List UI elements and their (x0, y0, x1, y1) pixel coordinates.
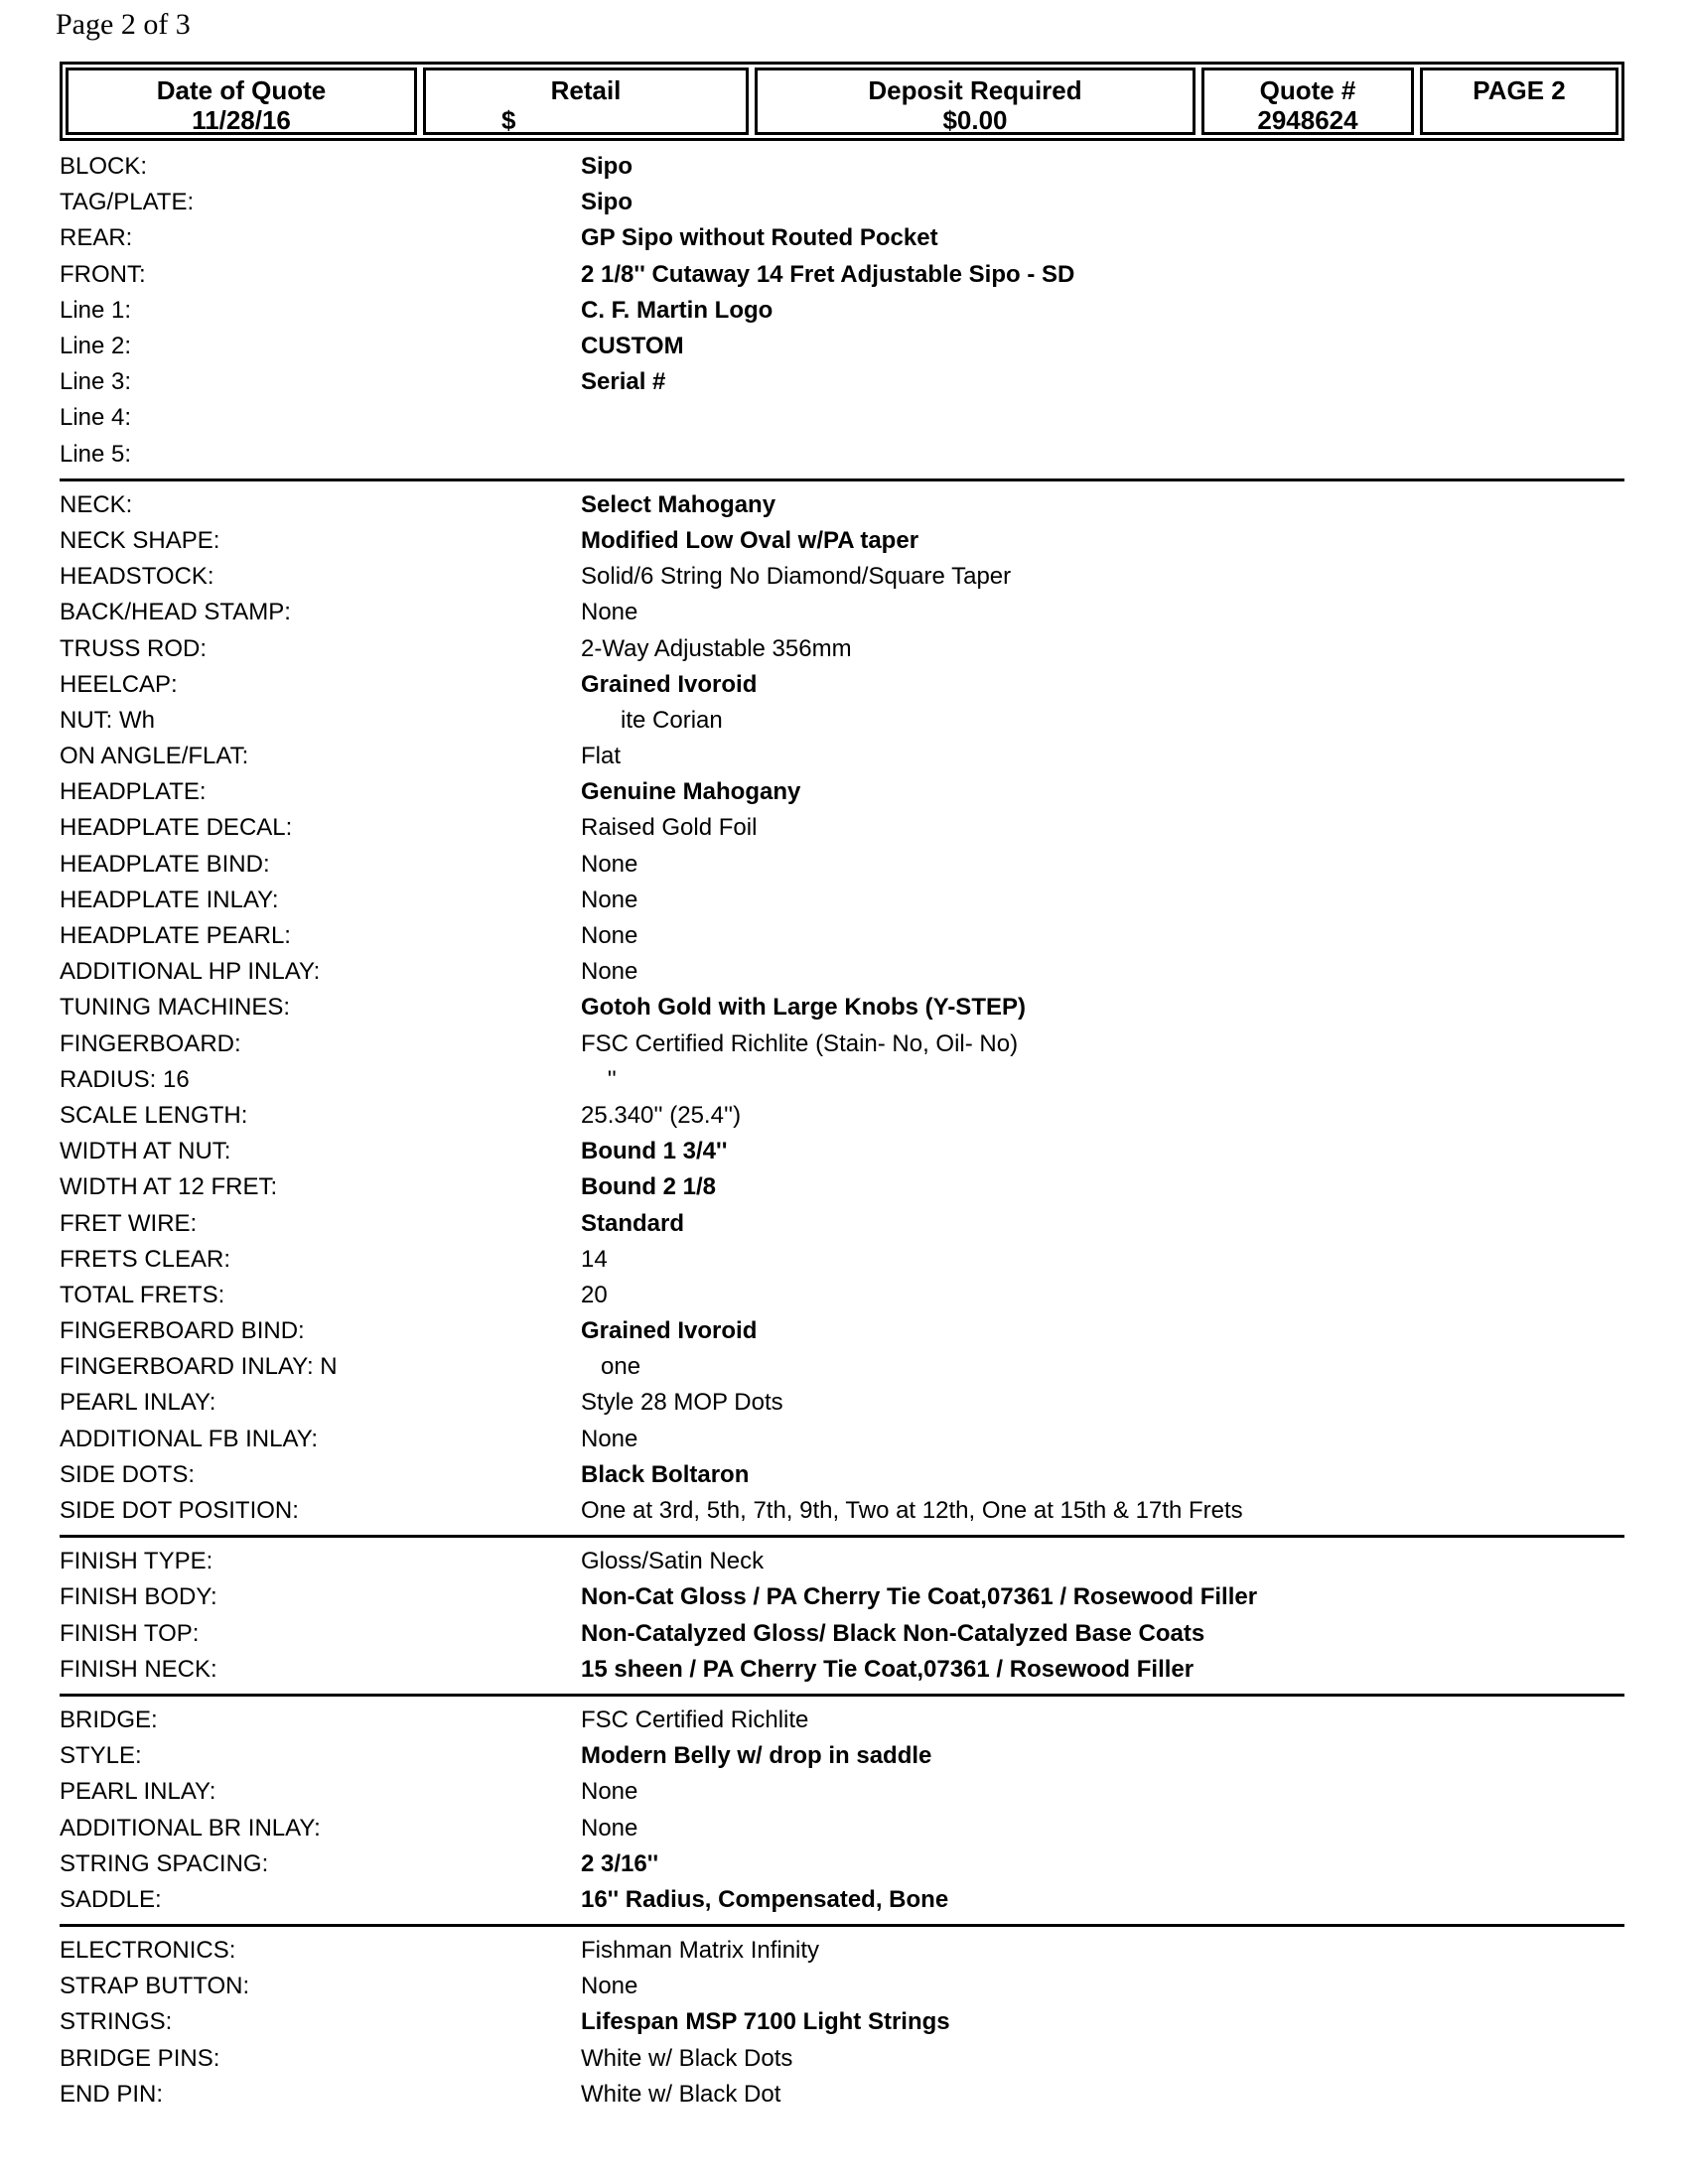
spec-label: ADDITIONAL HP INLAY: (60, 958, 321, 986)
header-page-cell (1420, 68, 1618, 135)
spec-value: Flat (581, 743, 622, 770)
spec-row (60, 739, 1624, 774)
spec-label: NECK SHAPE: (60, 526, 220, 554)
spec-row (60, 559, 1624, 595)
spec-row (60, 523, 1624, 559)
spec-label: RADIUS: 16 (60, 1065, 190, 1093)
spec-label: FINISH BODY: (60, 1583, 217, 1611)
spec-row (60, 847, 1624, 883)
spec-row (60, 667, 1624, 703)
spec-row (60, 400, 1624, 436)
spec-row (60, 1738, 1624, 1774)
spec-row (60, 364, 1624, 400)
spec-row (60, 1098, 1624, 1134)
spec-label: HEADPLATE PEARL: (60, 922, 291, 950)
date-of-quote-value: 11/28/16 (192, 105, 291, 135)
spec-value: ite Corian (581, 706, 723, 734)
spec-row (60, 918, 1624, 954)
spec-value: 20 (581, 1281, 608, 1308)
spec-value: Gotoh Gold with Large Knobs (Y-STEP) (581, 994, 1026, 1022)
spec-row (60, 1278, 1624, 1313)
spec-label: NECK: (60, 490, 133, 518)
spec-label: FINISH TOP: (60, 1619, 200, 1647)
spec-row (60, 1026, 1624, 1062)
spec-value: Gloss/Satin Neck (581, 1548, 765, 1575)
spec-label: ON ANGLE/FLAT: (60, 743, 249, 770)
spec-label: FRET WIRE: (60, 1209, 198, 1237)
spec-row (60, 1169, 1624, 1205)
spec-value: None (581, 1973, 638, 2000)
spec-label: WIDTH AT NUT: (60, 1138, 231, 1165)
spec-value: 25.340'' (25.4'') (581, 1101, 742, 1129)
spec-row (60, 990, 1624, 1025)
date-of-quote-cell (66, 68, 417, 135)
spec-label: SIDE DOTS: (60, 1460, 196, 1488)
spec-value: 2 3/16'' (581, 1849, 659, 1877)
spec-label: Line 3: (60, 368, 132, 396)
spec-label: TUNING MACHINES: (60, 994, 291, 1022)
spec-row (60, 2004, 1624, 2040)
spec-value: Bound 2 1/8 (581, 1173, 717, 1201)
spec-row (60, 1349, 1624, 1385)
page-number-label: Page 2 of 3 (56, 8, 191, 41)
spec-value: Raised Gold Foil (581, 814, 758, 842)
spec-label: FINGERBOARD BIND: (60, 1317, 305, 1345)
spec-value: FSC Certified Richlite (581, 1706, 809, 1733)
spec-row (60, 1652, 1624, 1688)
spec-value: 15 sheen / PA Cherry Tie Coat,07361 / Rosewood Filler (581, 1655, 1195, 1683)
spec-value: None (581, 1778, 638, 1806)
spec-section (60, 1703, 1624, 1927)
spec-row (60, 1242, 1624, 1278)
spec-value: one (581, 1353, 641, 1381)
spec-label: BRIDGE PINS: (60, 2044, 220, 2072)
spec-section (60, 1544, 1624, 1697)
spec-label: PEARL INLAY: (60, 1389, 216, 1417)
spec-row (60, 595, 1624, 630)
spec-row (60, 437, 1624, 473)
deposit-label: Deposit Required (868, 75, 1082, 105)
spec-row (60, 954, 1624, 990)
spec-value: White w/ Black Dot (581, 2080, 781, 2108)
spec-row (60, 329, 1624, 364)
spec-value: 14 (581, 1245, 608, 1273)
spec-label: STRINGS: (60, 2008, 173, 2036)
spec-row (60, 1544, 1624, 1579)
spec-label: ADDITIONAL FB INLAY: (60, 1425, 319, 1452)
spec-label: HEADPLATE BIND: (60, 850, 270, 878)
spec-value: None (581, 850, 638, 878)
spec-value: CUSTOM (581, 333, 684, 360)
spec-row (60, 703, 1624, 739)
spec-value: Grained Ivoroid (581, 670, 758, 698)
spec-value: Modified Low Oval w/PA taper (581, 526, 919, 554)
spec-value: 2-Way Adjustable 356mm (581, 634, 852, 662)
spec-value: Bound 1 3/4'' (581, 1138, 728, 1165)
spec-label: HEADPLATE INLAY: (60, 886, 279, 913)
spec-value: None (581, 599, 638, 626)
spec-row (60, 293, 1624, 329)
spec-row (60, 1313, 1624, 1349)
spec-row (60, 1933, 1624, 1969)
spec-label: TOTAL FRETS: (60, 1281, 225, 1308)
spec-label: ELECTRONICS: (60, 1937, 236, 1965)
spec-value: Genuine Mahogany (581, 778, 801, 806)
quote-number-label: Quote # (1259, 75, 1356, 105)
spec-row (60, 1774, 1624, 1810)
spec-row (60, 1422, 1624, 1457)
spec-label: FRETS CLEAR: (60, 1245, 231, 1273)
spec-row (60, 1810, 1624, 1845)
spec-row (60, 1385, 1624, 1421)
spec-label: BLOCK: (60, 153, 148, 181)
spec-label: Line 1: (60, 296, 132, 324)
spec-row (60, 1846, 1624, 1882)
spec-label: STRAP BUTTON: (60, 1973, 250, 2000)
spec-value: White w/ Black Dots (581, 2044, 793, 2072)
spec-value: FSC Certified Richlite (Stain- No, Oil- No) (581, 1029, 1019, 1057)
spec-label: STRING SPACING: (60, 1849, 269, 1877)
spec-row (60, 1493, 1624, 1529)
spec-row (60, 1616, 1624, 1652)
spec-row (60, 1703, 1624, 1738)
spec-value: Non-Cat Gloss / PA Cherry Tie Coat,07361 / Rosewood Filler (581, 1583, 1258, 1611)
spec-label: TRUSS ROD: (60, 634, 208, 662)
spec-row (60, 810, 1624, 846)
spec-value: None (581, 1814, 638, 1842)
retail-value: $ (501, 105, 516, 135)
spec-label: HEADPLATE: (60, 778, 207, 806)
spec-label: BRIDGE: (60, 1706, 158, 1733)
spec-label: HEADPLATE DECAL: (60, 814, 293, 842)
spec-value: Style 28 MOP Dots (581, 1389, 783, 1417)
spec-label: TAG/PLATE: (60, 189, 195, 216)
spec-value: Lifespan MSP 7100 Light Strings (581, 2008, 950, 2036)
spec-label: SIDE DOT POSITION: (60, 1497, 299, 1525)
spec-label: SADDLE: (60, 1885, 162, 1913)
spec-value: Sipo (581, 189, 633, 216)
spec-row (60, 149, 1624, 185)
retail-label: Retail (550, 75, 622, 105)
deposit-cell (755, 68, 1196, 135)
spec-label: Line 4: (60, 404, 132, 432)
spec-label: HEADSTOCK: (60, 563, 214, 591)
spec-label: HEELCAP: (60, 670, 178, 698)
spec-value: GP Sipo without Routed Pocket (581, 224, 938, 252)
spec-value: Grained Ivoroid (581, 1317, 758, 1345)
spec-label: FINISH TYPE: (60, 1548, 213, 1575)
spec-value: None (581, 886, 638, 913)
spec-value: Solid/6 String No Diamond/Square Taper (581, 563, 1012, 591)
spec-sections (60, 149, 1624, 2124)
spec-value: None (581, 958, 638, 986)
spec-value: None (581, 922, 638, 950)
spec-label: Line 5: (60, 440, 132, 468)
spec-row (60, 1062, 1624, 1098)
header-page-label: PAGE 2 (1473, 75, 1566, 105)
spec-section (60, 149, 1624, 481)
spec-label: FRONT: (60, 260, 146, 288)
spec-row (60, 883, 1624, 918)
spec-label: PEARL INLAY: (60, 1778, 216, 1806)
spec-row (60, 220, 1624, 256)
spec-value: Non-Catalyzed Gloss/ Black Non-Catalyzed Base Coats (581, 1619, 1205, 1647)
spec-value: C. F. Martin Logo (581, 296, 774, 324)
spec-label: REAR: (60, 224, 133, 252)
spec-value: None (581, 1425, 638, 1452)
spec-value: Select Mahogany (581, 490, 776, 518)
spec-section (60, 487, 1624, 1538)
spec-value: Modern Belly w/ drop in saddle (581, 1742, 932, 1770)
spec-label: NUT: Wh (60, 706, 155, 734)
spec-label: STYLE: (60, 1742, 142, 1770)
spec-row (60, 1457, 1624, 1493)
date-of-quote-label: Date of Quote (156, 75, 327, 105)
spec-row (60, 1205, 1624, 1241)
spec-section (60, 1933, 1624, 2118)
spec-label: BACK/HEAD STAMP: (60, 599, 291, 626)
spec-row (60, 2077, 1624, 2113)
quote-number-value: 2948624 (1257, 105, 1358, 135)
deposit-value: $0.00 (942, 105, 1008, 135)
spec-value: Fishman Matrix Infinity (581, 1937, 820, 1965)
spec-value: 2 1/8'' Cutaway 14 Fret Adjustable Sipo - SD (581, 260, 1075, 288)
spec-label: FINGERBOARD: (60, 1029, 241, 1057)
spec-row (60, 1134, 1624, 1169)
spec-value: 16'' Radius, Compensated, Bone (581, 1885, 949, 1913)
spec-label: END PIN: (60, 2080, 164, 2108)
spec-row (60, 774, 1624, 810)
spec-row (60, 257, 1624, 293)
spec-value: Standard (581, 1209, 685, 1237)
spec-row (60, 185, 1624, 220)
quote-header-table (60, 62, 1624, 141)
spec-value: Sipo (581, 153, 633, 181)
spec-row (60, 2041, 1624, 2077)
spec-value: Black Boltaron (581, 1460, 750, 1488)
retail-cell (423, 68, 749, 135)
spec-row (60, 1579, 1624, 1615)
spec-label: WIDTH AT 12 FRET: (60, 1173, 278, 1201)
quote-number-cell (1201, 68, 1414, 135)
spec-value: One at 3rd, 5th, 7th, 9th, Two at 12th, One at 15th & 17th Frets (581, 1497, 1243, 1525)
spec-label: FINGERBOARD INLAY: N (60, 1353, 338, 1381)
spec-label: ADDITIONAL BR INLAY: (60, 1814, 321, 1842)
spec-row (60, 487, 1624, 523)
spec-row (60, 1969, 1624, 2004)
spec-label: Line 2: (60, 333, 132, 360)
spec-row (60, 630, 1624, 666)
spec-value: '' (581, 1065, 617, 1093)
spec-label: SCALE LENGTH: (60, 1101, 248, 1129)
spec-label: FINISH NECK: (60, 1655, 217, 1683)
spec-value: Serial # (581, 368, 666, 396)
spec-row (60, 1882, 1624, 1918)
